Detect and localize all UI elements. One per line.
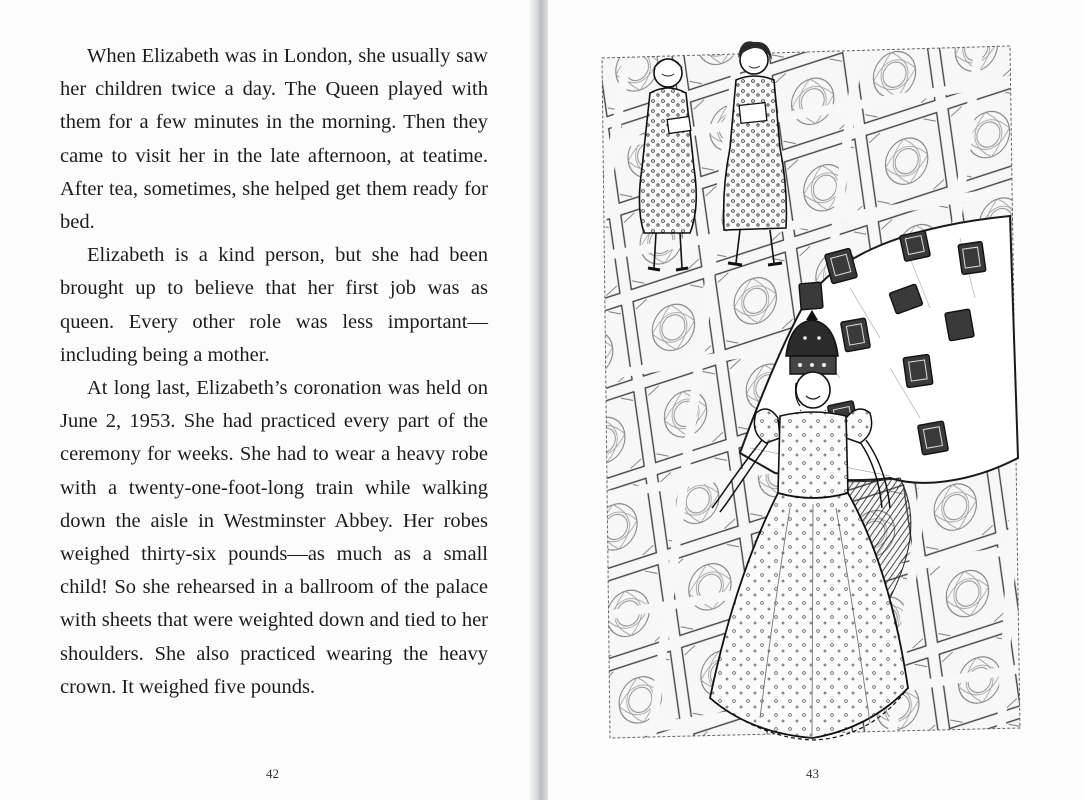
coronation-rehearsal-illustration	[590, 38, 1024, 750]
left-page	[0, 0, 536, 800]
paragraph-coronation: At long last, Elizabeth’s coronation was held on June 2, 1953. She had practiced every part of the ceremony for weeks. She had to wear a heavy robe with a twenty-one-foot-long train while walking down the aisle in Westminster Abbey. Her robes weighed thirty-six pounds—as much as a small child! So she rehearsed in a ballroom of the palace with sheets that were weighted down and tied to her shoulders. She also practiced wearing the heavy crown. It weighed five pounds.	[60, 377, 488, 698]
right-page	[548, 0, 1085, 800]
paragraph-children-visits: When Elizabeth was in London, she usually saw her children twice a day. The Queen played with them for a few minutes in the morning. Then they came to visit her in the late afternoon, at teatime. After tea, sometimes, she helped get them ready for bed.	[60, 45, 488, 234]
page-number-right: 43	[806, 766, 819, 781]
paragraph-first-job-queen: Elizabeth is a kind person, but she had been brought up to believe that her first job was as queen. Every other role was less important—including being a mother.	[60, 244, 488, 366]
page-number-left: 42	[266, 766, 279, 781]
body-text	[60, 40, 488, 704]
